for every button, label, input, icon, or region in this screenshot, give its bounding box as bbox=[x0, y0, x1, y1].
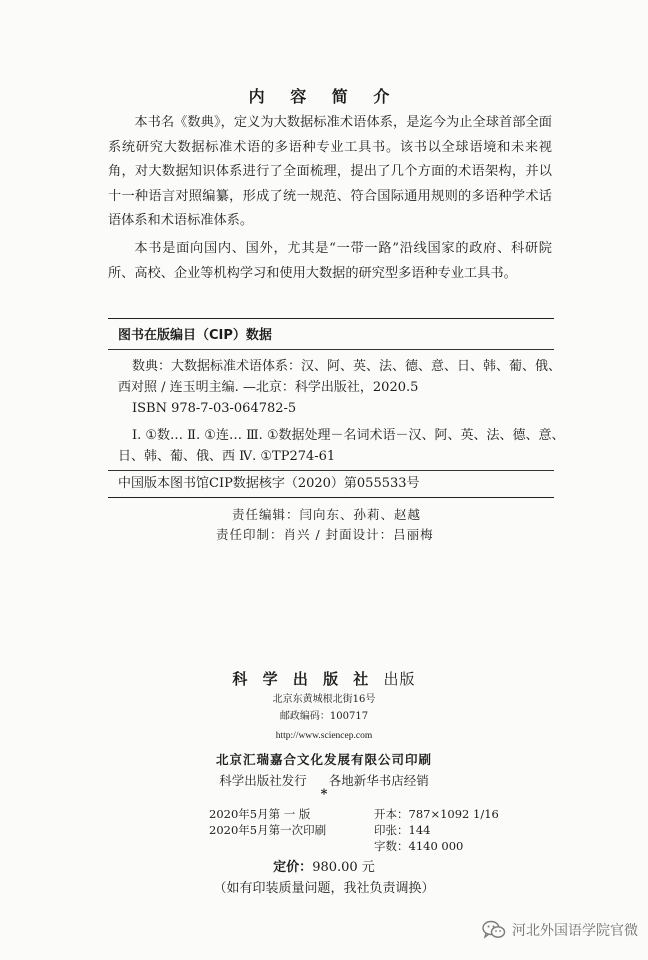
responsible-print-and-cover: 责任印制：肖兴 / 封面设计：吕丽梅 bbox=[216, 527, 434, 542]
price bbox=[0, 856, 648, 875]
price-value: 980.00 元 bbox=[312, 860, 375, 875]
cip-data-box bbox=[108, 318, 565, 498]
cip-title-line-1: 数典：大数据标准术语体系：汉、阿、英、法、德、意、日、韩、葡、俄、 bbox=[132, 359, 562, 374]
distributor-text: 各地新华书店经销 bbox=[328, 773, 429, 788]
printed-sheets: 印张：144 bbox=[374, 823, 431, 837]
intro-title: 内 容 简 介 bbox=[248, 87, 400, 106]
wechat-icon bbox=[482, 920, 506, 940]
cip-classification-line-1: Ⅰ. ①数… Ⅱ. ①连… Ⅲ. ①数据处理－名词术语－汉、阿、英、法、德、意、 bbox=[132, 428, 565, 443]
publisher-postal-code: 邮政编码：100717 bbox=[279, 711, 369, 722]
book-format: 开本：787×1092 1/16 bbox=[374, 807, 499, 821]
cip-footer: 中国版本图书馆CIP数据核字（2020）第055533号 bbox=[108, 470, 554, 497]
cip-header: 图书在版编目（CIP）数据 bbox=[108, 319, 554, 350]
cip-classification-line-2: 日、韩、葡、俄、西 Ⅳ. ①TP274-61 bbox=[118, 449, 336, 464]
price-label: 定价： bbox=[273, 860, 313, 875]
intro-paragraph-2: 本书是面向国内、国外，尤其是“一带一路”沿线国家的政府、科研院所、高校、企业等机构学习和使用大数据的研究型多语种专业工具书。 bbox=[108, 241, 552, 281]
first-printing-date: 2020年5月第一次印刷 bbox=[209, 823, 327, 837]
issuer-text: 科学出版社发行 bbox=[219, 773, 307, 788]
publisher-url: http://www.sciencep.com bbox=[275, 731, 373, 741]
publisher-name-suffix: 出版 bbox=[383, 670, 416, 688]
cip-body bbox=[108, 356, 565, 467]
first-edition-date: 2020年5月第 一 版 bbox=[209, 807, 311, 821]
publisher-address: 北京东黄城根北街16号 bbox=[272, 694, 376, 705]
responsible-editors: 责任编辑：闫向东、孙莉、赵越 bbox=[232, 507, 422, 522]
cip-isbn: ISBN 978-7-03-064782-5 bbox=[132, 401, 297, 416]
watermark bbox=[482, 919, 638, 941]
word-count: 字数：4140 000 bbox=[374, 839, 464, 853]
publisher-name bbox=[0, 668, 648, 689]
publisher-name-text: 科 学 出 版 社 bbox=[232, 670, 374, 688]
intro-paragraph-1: 本书名《数典》，定义为大数据标准术语体系，是迄今为止全球首部全面系统研究大数据标准术语的多语种专业工具书。该书以全球语境和未来视角，对大数据知识体系进行了全面梳理，提出了几个方面的术语架构，并以十一种语言对照编纂，形成了统一规范、符合国际通用规则的多语种学术话语体系和术语标准体系。 bbox=[108, 115, 552, 228]
separator-star: * bbox=[320, 787, 328, 802]
cip-title-line-2: 西对照 / 连玉明主编. —北京：科学出版社，2020.5 bbox=[118, 380, 419, 395]
quality-notice: （如有印装质量问题，我社负责调换） bbox=[213, 881, 435, 896]
printer-name: 北京汇瑞嘉合文化发展有限公司印刷 bbox=[215, 752, 432, 767]
watermark-text: 河北外国语学院官微 bbox=[512, 923, 638, 939]
